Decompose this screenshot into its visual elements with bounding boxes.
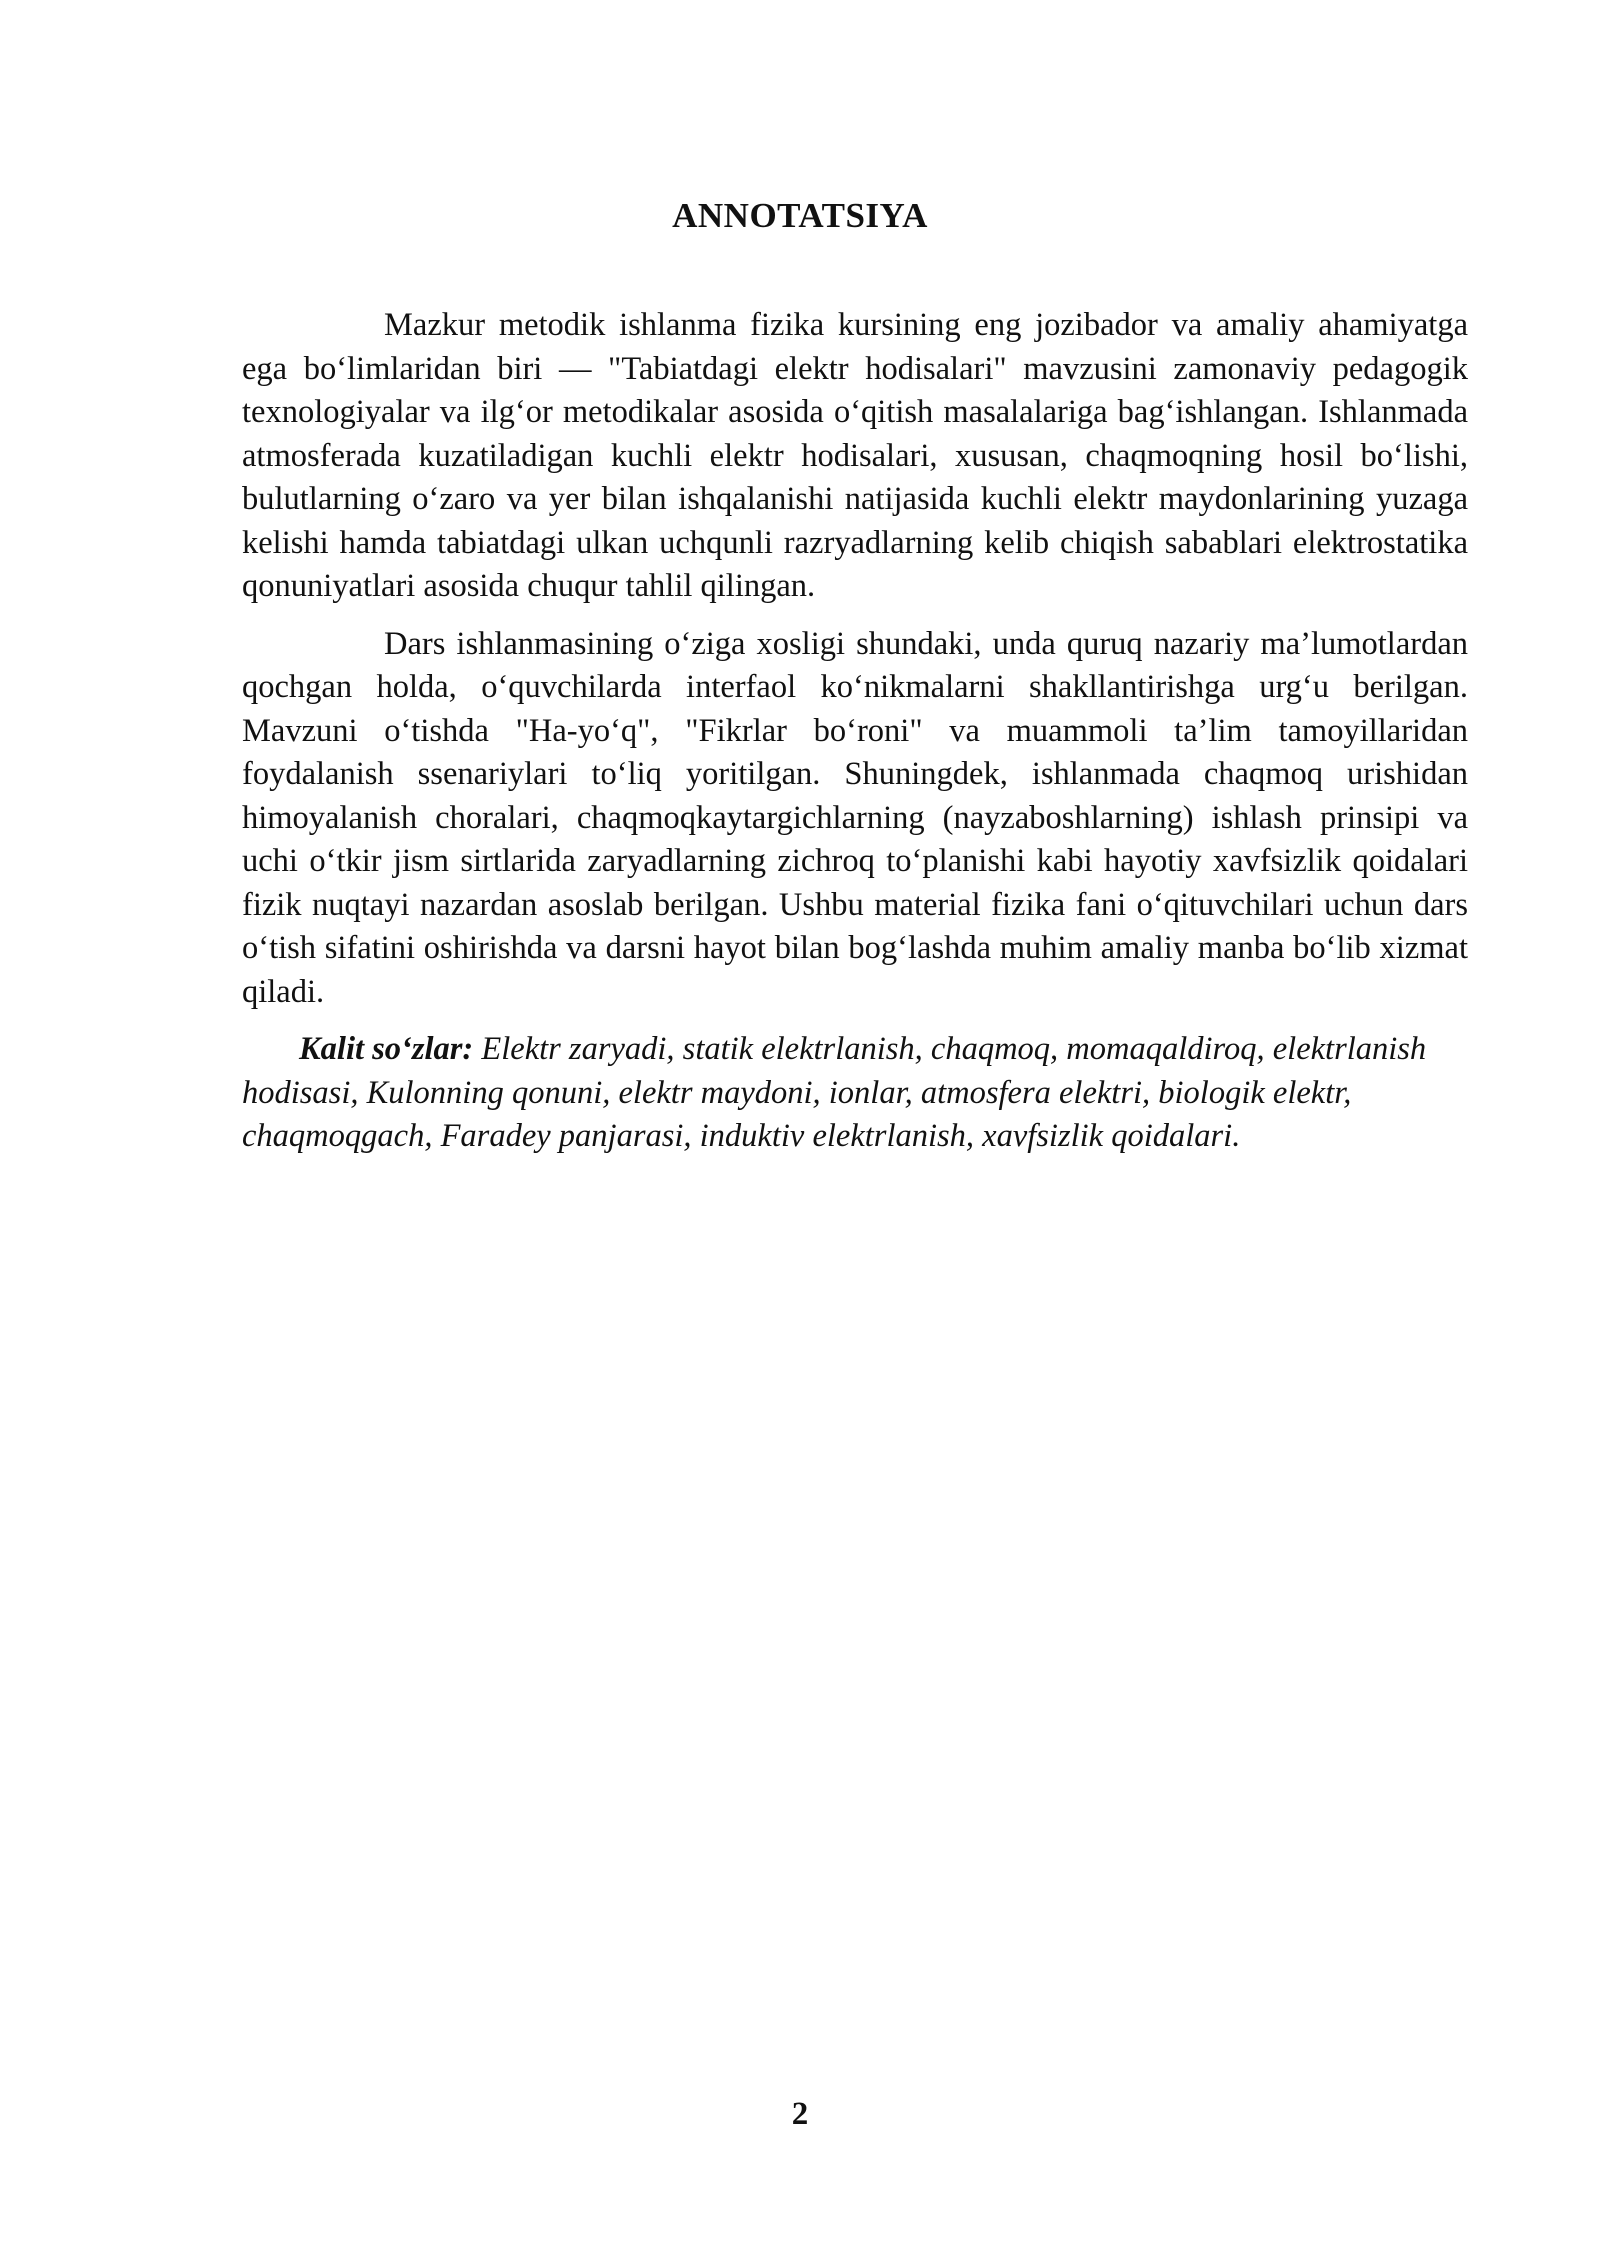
- annotation-body: [242, 304, 1468, 1159]
- page-number: 2: [791, 2096, 809, 2132]
- page-title: ANNOTATSIYA: [672, 196, 928, 235]
- keywords-label: Kalit so‘zlar:: [299, 1031, 474, 1067]
- keywords-list: Elektr zaryadi, statik elektrlanish, chaqmoq, momaqaldiroq, elektrlanish hodisasi, Kulonning qonuni, elektr maydoni, ionlar, atmosfera elektri, biologik elektr, chaqmoqgach, Faradey panjarasi, induktiv elektrlanish, xavfsizlik qoidalari.: [242, 1031, 1427, 1154]
- keywords-paragraph: [242, 1028, 1468, 1159]
- annotation-paragraph-1: Mazkur metodik ishlanma fizika kursining eng jozibador va amaliy ahamiyatga ega bo‘limlaridan biri — "Tabiatdagi elektr hodisalari" mavzusini zamonaviy pedagogik texnologiyalar va ilg‘or metodikalar asosida o‘qitish masalalariga bag‘ishlangan. Ishlanmada atmosferada kuzatiladigan kuchli elektr hodisalari, xususan, chaqmoqning hosil bo‘lishi, bulutlarning o‘zaro va yer bilan ishqalanishi natijasida kuchli elektr maydonlarining yuzaga kelishi hamda tabiatdagi ulkan uchqunli razryadlarning kelib chiqish sabablari elektrostatika qonuniyatlari asosida chuqur tahlil qilingan.: [242, 307, 1468, 604]
- annotation-paragraph-2: Dars ishlanmasining o‘ziga xosligi shundaki, unda quruq nazariy ma’lumotlardan qochgan holda, o‘quvchilarda interfaol ko‘nikmalarni shakllantirishga urg‘u berilgan. Mavzuni o‘tishda "Ha-yo‘q", "Fikrlar bo‘roni" va muammoli ta’lim tamoyillaridan foydalanish ssenariylari to‘liq yoritilgan. Shuningdek, ishlanmada chaqmoq urishidan himoyalanish choralari, chaqmoqkaytargichlarning (nayzaboshlarning) ishlash prinsipi va uchi o‘tkir jism sirtlarida zaryadlarning zichroq to‘planishi kabi hayotiy xavfsizlik qoidalari fizik nuqtayi nazardan asoslab berilgan. Ushbu material fizika fani o‘qituvchilari uchun dars o‘tish sifatini oshirishda va darsni hayot bilan bog‘lashda muhim amaliy manba bo‘lib xizmat qiladi.: [242, 625, 1468, 1010]
